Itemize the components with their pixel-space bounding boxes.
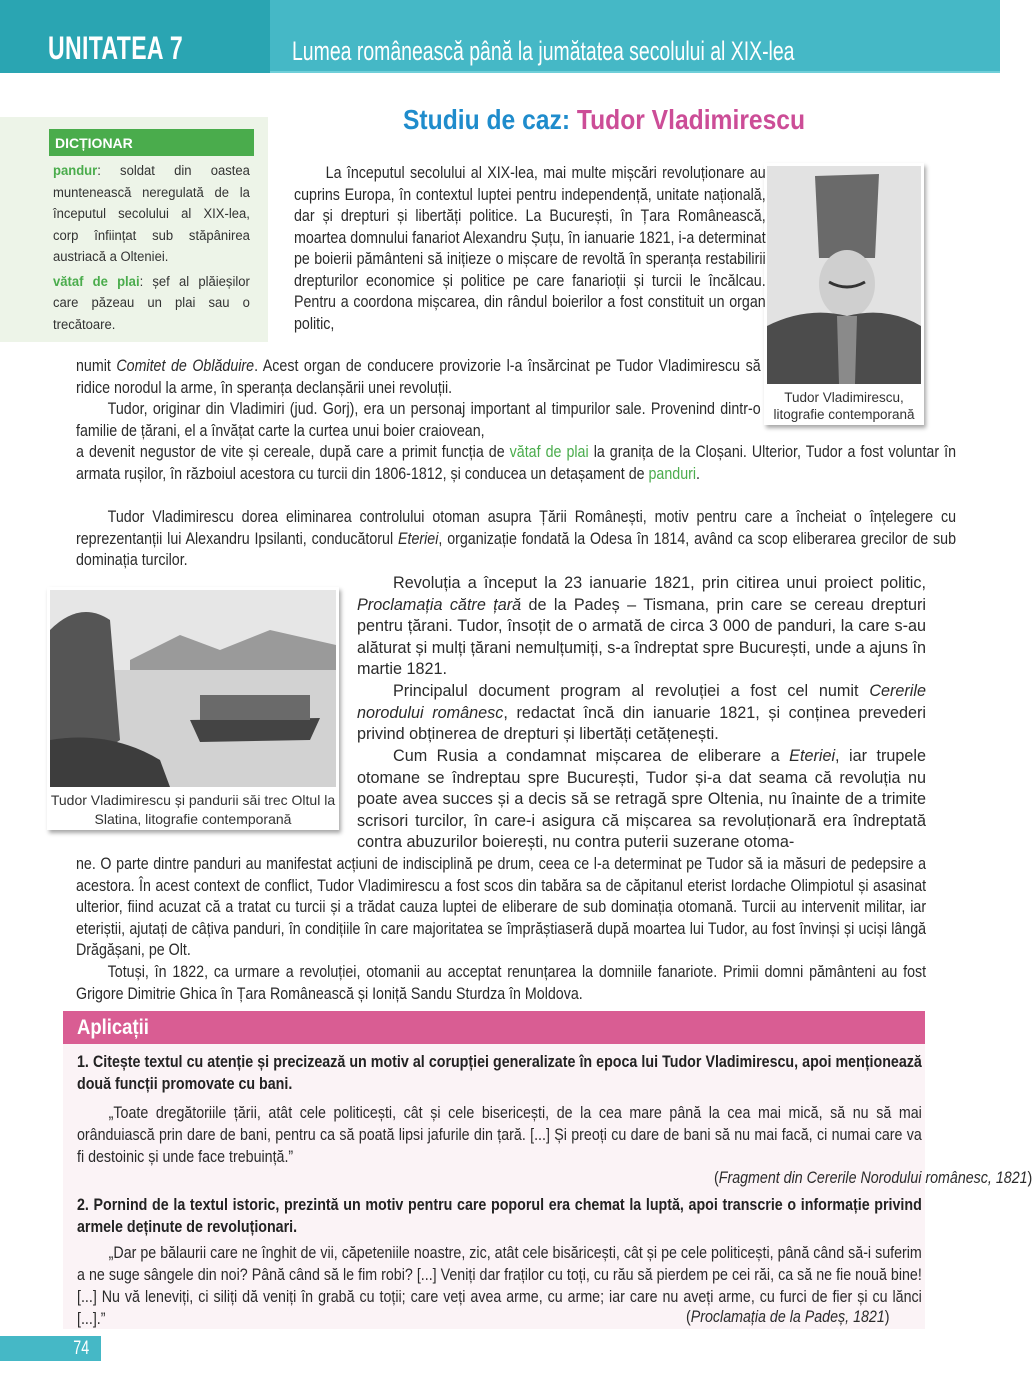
portrait-image [767, 166, 921, 384]
portrait-caption: Tudor Vladimirescu, litografie contemporană [773, 390, 915, 422]
ferry-illustration [50, 590, 336, 787]
text: . [696, 464, 701, 483]
page-title [403, 104, 805, 136]
dictionary-definition: : șef al plăieșilor care păzeau un plai sau o trecătoare. [53, 273, 250, 333]
italic-term: Cererile norodului românesc [357, 682, 926, 722]
italic-term: Eteriei [789, 747, 836, 765]
portrait-figure [764, 163, 924, 425]
paragraph-origin-top: Tudor, originar din Vladimiri (jud. Gorj), era un personaj important al timpurilor sale. Provenind dintr-o familie de țărani, el a învățat carte la curtea unui boier craiovean, [76, 400, 761, 440]
page-number: 74 [73, 1338, 89, 1359]
ferry-image [50, 590, 336, 787]
question-1: 1. Citește textul cu atenție și precizează un motiv al corupției generalizate în epoca lui Tudor Vladimirescu, apoi menționează două funcții promovate cu bani. [77, 1053, 922, 1093]
ferry-figure [47, 587, 339, 830]
glossary-term: vătaf de plai [509, 443, 589, 461]
quote-2-source: (Proclamația de la Padeș, 1821) [686, 1308, 890, 1326]
text: Cum Rusia a condamnat mișcarea de eliberare a [393, 747, 790, 765]
paragraph-eteria [76, 507, 956, 572]
dictionary-definition: : soldat din oastea muntenească neregulată de la începutul secolului al XIX-lea, corp înființat sub stăpânirea austriacă a Olteniei. [53, 163, 250, 265]
dictionary-entry [53, 161, 250, 269]
text: a devenit negustor de vite și cereale, după care a primit funcția de [76, 443, 510, 461]
applications-heading-bar [63, 1011, 925, 1044]
unit-label: UNITATEA 7 [48, 30, 184, 66]
glossary-term: panduri [648, 464, 697, 483]
text: Principalul document program al revoluției a fost cel numit [393, 682, 870, 700]
quote-2: „Dar pe bălaurii care ne înghit de vii, căpeteniile noastre, zic, atât cele bisăricești, cât și pe cele politicești, până când să-i suferim a ne suge sângele din noi? Până când să le fim robi? [...] Veniți dar fraților cu toți, cu rău să pierdem pe cei răi, ca să ne fie nouă bine! [...] Nu vă leneviți, ci siliți dă veniți în grabă cu toții; care veți avea arme, cu arme; iar care nu aveți arme, cu furci de fier și cu lănci [...].” [77, 1244, 922, 1328]
dictionary-heading: DICȚIONAR [49, 129, 254, 156]
source-title: Fragment din Cererile Norodului românesc, 1821 [718, 1169, 1028, 1187]
italic-term: Proclamația către țară [357, 595, 522, 614]
page-number-tab [0, 1336, 101, 1361]
title-prefix: Studiu de caz: [403, 104, 577, 135]
text: , iar trupele otomane se îndreptau spre București, Tudor și-a dat seama că revoluția nu poate avea succes și a decis să se retragă spre Oltenia, nu înainte de a trimite scrisori turcilor, în care-i asigura că mișcarea sa revoluționară era îndreptată contra abuzurilor boierești, nu contra puterii suzerane otoma- [357, 747, 926, 851]
paragraph-intro-top: La începutul secolului al XIX-lea, mai multe mișcări revoluționare au cuprins Europa, în contextul luptei pentru independență, unitate națională, dar și drepturi și libertăți politice. La București, în Țara Românească, moartea domnului fanariot Alexandru Șuțu, în ianuarie 1821, i-a determinat pe boierii pământeni să inițieze o mișcare de revoltă în speranța restabilirii drepturilor economice și politice pe care fanarioții și turcii le încălcau. Pentru a coordona mișcarea, din rândul boierilor a fost constituit un organ politic, [294, 164, 766, 333]
applications-heading: Aplicații [77, 1016, 149, 1039]
portrait-illustration [767, 166, 921, 384]
paragraph-program [357, 681, 926, 746]
unit-box [0, 0, 270, 73]
italic-term: Eteriei [397, 529, 439, 548]
dictionary-term: pandur [53, 163, 98, 179]
italic-term: Comitet de Oblăduire [116, 357, 255, 375]
dictionary-box [0, 117, 268, 342]
paragraph-origin-bottom [76, 442, 956, 485]
unit-title: Lumea românească până la jumătatea secolului al XIX-lea [292, 36, 795, 66]
text: de la Padeș – Tismana, prin care se cereau drepturi pentru țărani. Tudor, însoțit de o armată de circa 3 000 de panduri, la care s-au alăturat și mulți țărani nemulțumiți, s-a îndreptat spre București, unde a ajuns în martie 1821. [357, 595, 926, 678]
paragraph-death: ne. O parte dintre panduri au manifestat acțiuni de indisciplină pe drum, ceea ce l-a determinat pe Tudor să ia măsuri de pedepsire a acestora. În acest context de conflict, Tudor Vladimirescu a fost scos din tabăra sa de căpitanul eterist Iordache Olimpiotul și asasinat ulterior, fiind acuzat că a tratat cu turcii și a trădat cauza luptei de eliberare de sub dominația otomană. Turcii au intervenit militar, iar eteriștii, ajutați de câțiva panduri, în condițiile în care majoritatea se împrăștiaseră după moartea lui Tudor, au fost învinși și uciși lângă Drăgășani, pe Olt. [76, 855, 927, 959]
text: Tudor Vladimirescu dorea eliminarea controlului otoman asupra Țării Românești, motiv pentru care a încheiat o înțelegere cu reprezentanții lui Alexandru Ipsilanti, conducătorul [76, 508, 957, 548]
quote-1-source: (Fragment din Cererile Norodului românesc, 1821) [714, 1169, 1032, 1187]
quote-1: „Toate dregătoriile țării, atât cele politicești, cât și cele bisericești, de la cea mare până la cea mai mică, să nu să mai orânduiască prin dare de bani, pentru ca să poată lipsi jafurile din țară. [...] Și preoți cu dare de bani să nu mai facă, ci numai care va fi destoinic și unde face trebuință.” [77, 1104, 922, 1166]
text: . Acest organ de conducere provizorie l-a însărcinat pe Tudor Vladimirescu să ridice norodul la arme, în speranța declanșării unei revoluții. [76, 357, 761, 397]
source-title: Proclamația de la Padeș, 1821 [690, 1308, 885, 1326]
title-subject: Tudor Vladimirescu [576, 104, 806, 135]
paragraph-retreat [357, 746, 926, 854]
ferry-caption: Tudor Vladimirescu și pandurii săi trec Oltul la Slatina, litografie contemporană [50, 792, 336, 827]
paragraph-intro-bottom [76, 356, 761, 399]
paragraph-aftermath: Totuși, în 1822, ca urmare a revoluției, otomanii au acceptat renunțarea la domniile fanariote. Primii domni pământeni au fost Grigore Dimitrie Ghica în Țara Românească și Ioniță Sandu Sturdza în Moldova. [76, 963, 927, 1003]
question-2: 2. Pornind de la textul istoric, prezintă un motiv pentru care poporul era chemat la luptă, apoi transcrie o informație privind armele deținute de revoluționari. [77, 1196, 922, 1236]
dictionary-body [53, 161, 250, 339]
text: numit [76, 357, 117, 375]
text: , redactat încă din ianuarie 1821, și conținea prevederi privind obținerea de drepturi și libertăți cetățenești. [357, 703, 927, 743]
dictionary-entry [53, 272, 250, 337]
paragraph-revolution-start [357, 573, 926, 681]
page-header [0, 0, 1000, 73]
text: , organizație fondată la Odesa în 1814, având ca scop eliberarea grecilor de sub dominația turcilor. [76, 529, 957, 569]
text: la granița de la Cloșani. Ulterior, Tudor a fost voluntar în armata rușilor, în războiul acestora cu turcii din 1806-1812, și conducea un detașament de [76, 443, 957, 483]
text: Revoluția a început la 23 ianuarie 1821, prin citirea unui proiect politic, [393, 574, 926, 592]
dictionary-term: vătaf de plai [53, 273, 140, 290]
